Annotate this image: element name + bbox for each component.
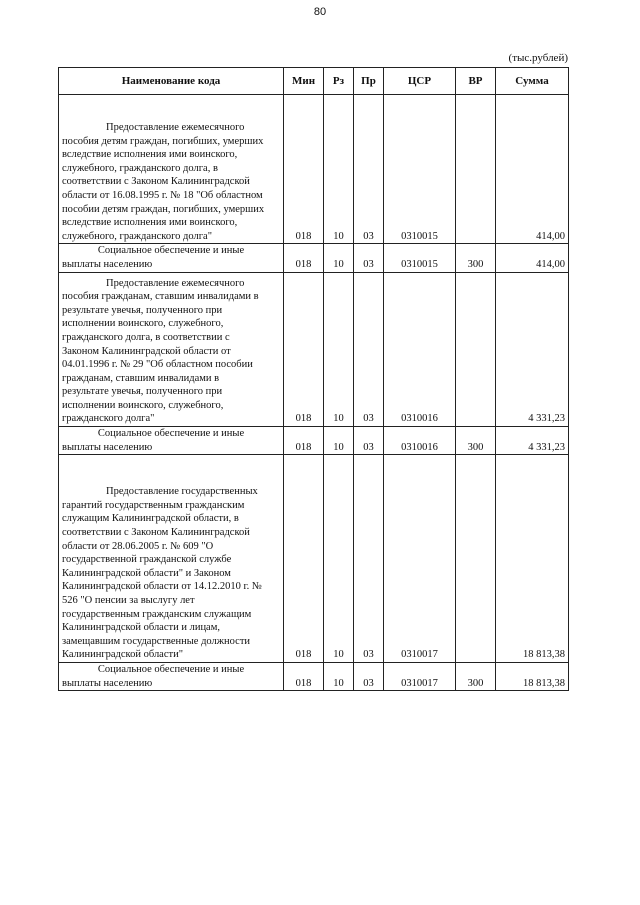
vr-cell: 300 [456,427,496,455]
code-name-line: вследствие исполнения ими воинского, [62,149,238,161]
code-name-line: вследствие исполнения ими воинского, [62,217,238,229]
code-name-line: пособия гражданам, ставшим инвалидами в [62,291,259,303]
min-cell: 018 [284,427,324,455]
code-name-line: области от 16.08.1995 г. № 18 "Об областном [62,189,263,201]
rz-cell: 10 [324,95,354,244]
min-cell: 018 [284,272,324,427]
rz-cell: 10 [324,272,354,427]
vr-cell [456,95,496,244]
table-row [59,95,569,244]
code-name-cell [59,662,284,690]
code-name-cell [59,427,284,455]
pr-cell: 03 [354,272,384,427]
code-name-line: Предоставление ежемесячного [106,122,245,133]
code-name-line: выплаты населению [62,677,153,689]
csr-cell: 0310015 [384,244,456,272]
sum-cell: 18 813,38 [496,662,569,690]
pr-cell: 03 [354,455,384,663]
csr-cell: 0310015 [384,95,456,244]
code-name-line: Калининградской области" [62,649,184,661]
table-row [59,662,569,690]
table-row [59,272,569,427]
code-name-cell [59,455,284,663]
page-number: 80 [313,6,327,18]
rz-cell: 10 [324,427,354,455]
sum-cell: 18 813,38 [496,455,569,663]
code-name-line: Предоставление государственных [106,486,258,498]
sum-cell: 4 331,23 [496,427,569,455]
code-name-line: выплаты населению [62,258,153,270]
code-name-line: 04.01.1996 г. № 29 "Об областном пособии [62,359,253,371]
rz-cell: 10 [324,662,354,690]
code-name-line: Социальное обеспечение и иные [97,428,245,440]
code-name-line: замещавшим государственные должности [62,635,251,647]
code-name-line: Калининградской области и лицам, [62,622,220,634]
csr-cell: 0310017 [384,455,456,663]
code-name-line: соответствии с Законом Калининградской [62,176,250,188]
vr-cell: 300 [456,662,496,690]
code-name-cell [59,272,284,427]
min-cell: 018 [284,662,324,690]
code-name-line: Калининградской области от 14.12.2010 г. № [62,581,262,593]
code-name-line: гражданского долга" [62,413,155,425]
vr-cell [456,272,496,427]
table-row [59,244,569,272]
code-name-line: результате увечья, полученного при [62,386,223,398]
code-name-line: гражданского долга, в соответствии с [62,331,230,343]
header-min: Мин [284,68,324,95]
table-row [59,455,569,663]
sum-cell: 414,00 [496,244,569,272]
header-sum: Сумма [496,68,569,95]
code-name-line: государственным гражданским служащим [62,608,252,620]
table-row [59,427,569,455]
code-name-line: гарантий государственным гражданским [62,499,245,511]
code-name-line: пособии детям граждан, погибших, умерших [62,203,265,215]
code-name-cell [59,95,284,244]
code-name-line: гражданам, ставшим инвалидами в [62,372,220,384]
min-cell: 018 [284,455,324,663]
csr-cell: 0310016 [384,427,456,455]
code-name-line: исполнении воинского, служебного, [62,318,224,330]
code-name-line: Социальное обеспечение и иные [97,663,245,675]
budget-table [58,67,569,691]
code-name-line: результате увечья, полученного при [62,304,223,316]
code-name-line: области от 28.06.2005 г. № 609 "О [62,540,214,552]
header-vr: ВР [456,68,496,95]
code-name-line: пособия детям граждан, погибших, умерших [62,135,264,147]
table-header-row [59,68,569,95]
pr-cell: 03 [354,662,384,690]
code-name-line: служащим Калининградской области, в [62,513,239,525]
header-name: Наименование кода [59,68,284,95]
code-name-line: Калининградской области" и Законом [62,567,231,579]
code-name-line: служебного, гражданского долга, в [62,162,218,174]
pr-cell: 03 [354,244,384,272]
pr-cell: 03 [354,95,384,244]
rz-cell: 10 [324,244,354,272]
min-cell: 018 [284,244,324,272]
code-name-line: выплаты населению [62,441,153,453]
rz-cell: 10 [324,455,354,663]
vr-cell: 300 [456,244,496,272]
code-name-line: служебного, гражданского долга" [62,230,212,242]
vr-cell [456,455,496,663]
unit-note: (тыс.рублей) [508,52,568,64]
code-name-line: соответствии с Законом Калининградской [62,527,250,539]
code-name-line: Предоставление ежемесячного [106,277,245,289]
code-name-line: Законом Калининградской области от [62,345,231,357]
header-pr: Пр [354,68,384,95]
sum-cell: 4 331,23 [496,272,569,427]
pr-cell: 03 [354,427,384,455]
code-name-line: государственной гражданской службе [62,554,232,566]
csr-cell: 0310017 [384,662,456,690]
header-rz: Рз [324,68,354,95]
code-name-line: исполнении воинского, служебного, [62,399,224,411]
code-name-line: Социальное обеспечение и иные [97,245,245,257]
csr-cell: 0310016 [384,272,456,427]
sum-cell: 414,00 [496,95,569,244]
code-name-line: 526 "О пенсии за выслугу лет [62,595,195,606]
table-body [59,95,569,691]
code-name-cell [59,244,284,272]
header-csr: ЦСР [384,68,456,95]
min-cell: 018 [284,95,324,244]
